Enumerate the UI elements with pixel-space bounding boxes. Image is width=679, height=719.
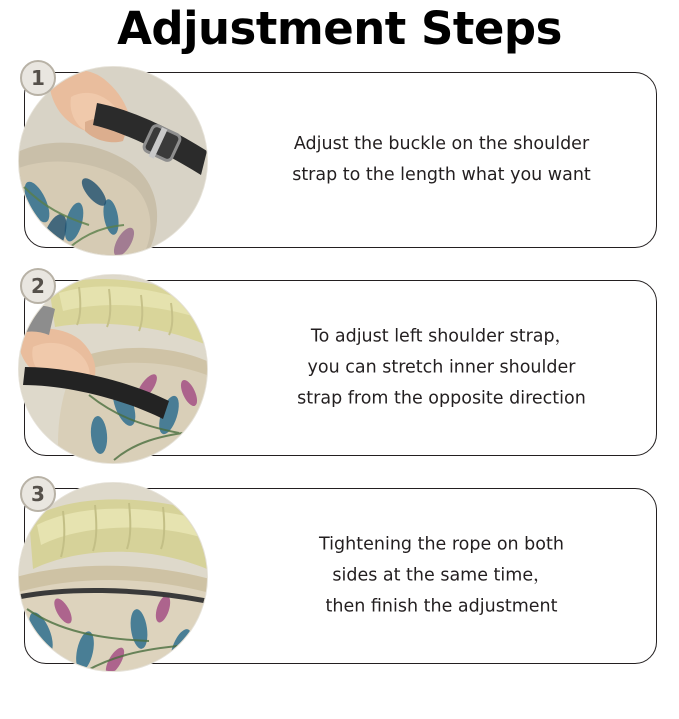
step-text-line: strap to the length what you want (292, 165, 591, 185)
step-text-line: then finish the adjustment (325, 596, 558, 617)
step-text-line: you can stretch inner shoulder (307, 357, 576, 378)
step-text-line: Tightening the rope on both (319, 534, 564, 555)
step-text-line: To adjust left shoulder strap， (310, 326, 573, 347)
step-item (12, 266, 667, 468)
step-text (245, 322, 638, 415)
step-number-badge: 1 (20, 60, 56, 96)
step-text (245, 530, 638, 623)
step-text-line: Adjust the buckle on the shoulder (293, 134, 590, 154)
step-photo (18, 274, 208, 464)
step-text (245, 129, 638, 191)
step-number-badge: 3 (20, 476, 56, 512)
step-photo (18, 482, 208, 672)
page-title: Adjustment Steps (117, 2, 562, 55)
step-number-badge: 2 (20, 268, 56, 304)
step-text-line: strap from the opposite direction (297, 388, 586, 409)
steps-list (0, 58, 679, 676)
step-item (12, 58, 667, 260)
step-text-line: sides at the same time， (332, 565, 551, 586)
step-photo (18, 66, 208, 256)
step-item (12, 474, 667, 676)
